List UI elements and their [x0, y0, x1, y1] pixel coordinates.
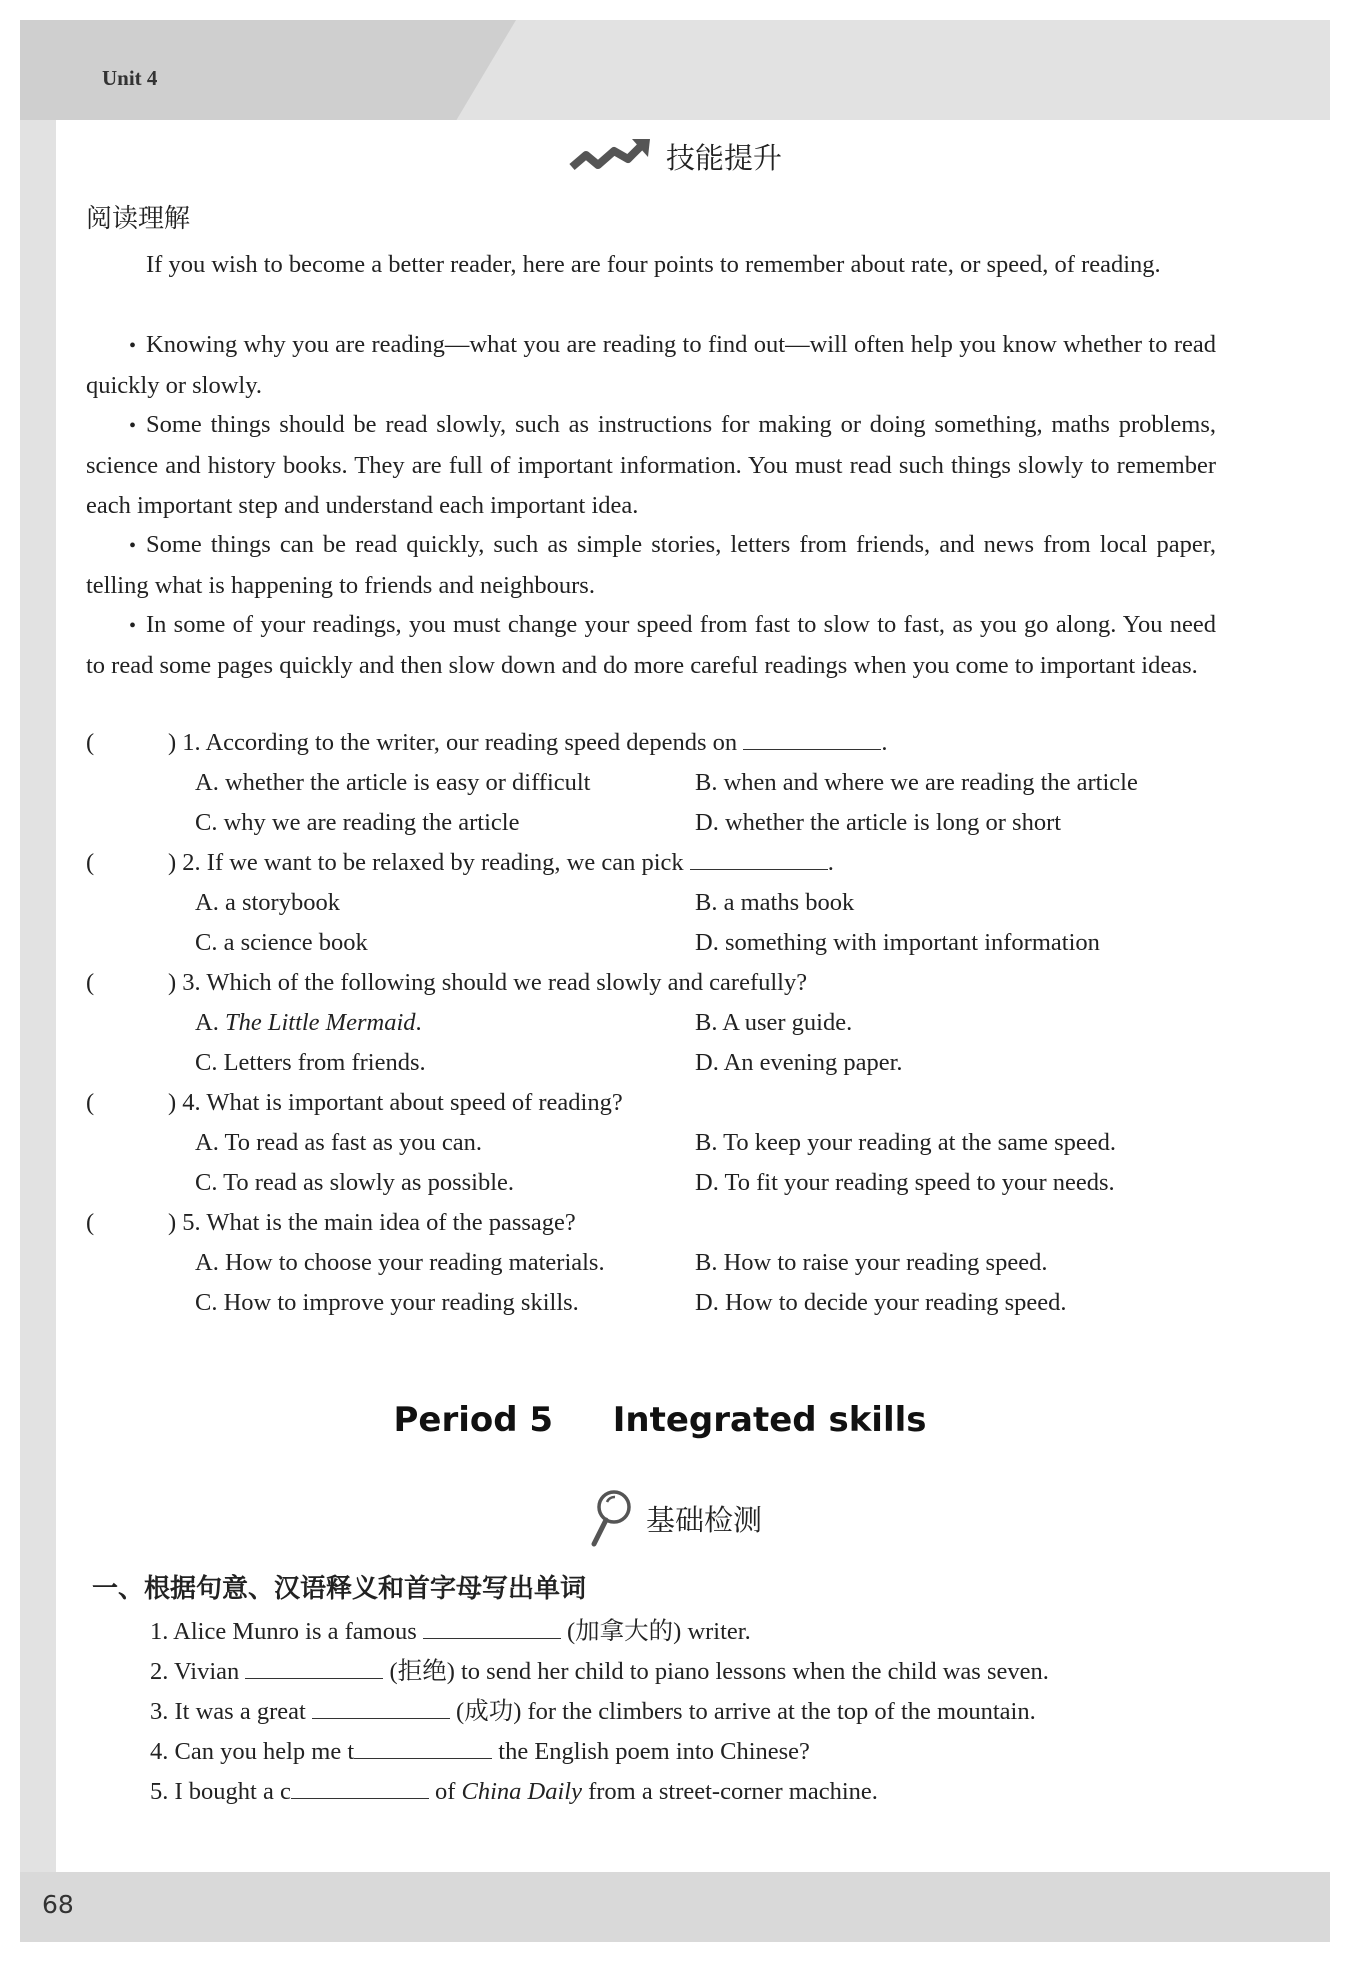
bullet-mark: •: [128, 335, 136, 357]
fill-item-1: [150, 1612, 751, 1652]
option-a: [195, 1003, 422, 1043]
answer-paren-close: ): [168, 1209, 177, 1236]
question-number: 1.: [182, 729, 201, 756]
answer-blank[interactable]: [423, 1612, 561, 1639]
option-d: D. whether the article is long or short: [695, 809, 1062, 836]
passage-text-4: Some things can be read quickly, such as simple stories, letters from friends, and news from local paper, telling what is happening to friends and neighbours.: [86, 531, 1216, 599]
option-d: D. To fit your reading speed to your needs.: [695, 1169, 1115, 1196]
option-c: C. a science book: [195, 929, 368, 956]
option-a-tail: .: [415, 1009, 422, 1036]
option-b: B. To keep your reading at the same speed.: [695, 1129, 1117, 1156]
unit-tab: [20, 20, 516, 120]
passage-text-2: Knowing why you are reading—what you are reading to find out—will often help you know whether to read quickly or slowly.: [86, 331, 1216, 399]
answer-paren-open: (: [86, 1089, 95, 1116]
fill-item-2: [150, 1652, 1049, 1692]
question-stem: What is important about speed of reading?: [206, 1089, 623, 1116]
option-b: B. when and where we are reading the article: [695, 769, 1138, 796]
option-b: B. How to raise your reading speed.: [695, 1249, 1048, 1276]
item-text: from a street-corner machine.: [588, 1778, 878, 1805]
item-text: 5. I bought a c: [150, 1778, 291, 1805]
question-stem: Which of the following should we read slowly and carefully?: [206, 969, 808, 996]
period-number: Period 5: [393, 1400, 554, 1440]
item-text: 1. Alice Munro is a famous: [150, 1618, 417, 1645]
rising-arrow-icon: [568, 137, 652, 177]
basic-section-title: 基础检测: [645, 1502, 762, 1537]
passage-paragraph-1: If you wish to become a better reader, here are four points to remember about rate, or speed, of reading.: [146, 251, 1161, 278]
answer-paren-close: ): [168, 969, 177, 996]
answer-blank[interactable]: [690, 843, 828, 870]
question-end-period: .: [827, 849, 834, 876]
bullet-mark: •: [128, 535, 136, 557]
item-text: (拒绝) to send her child to piano lessons when the child was seven.: [389, 1658, 1049, 1685]
skills-section-heading: [0, 136, 1350, 182]
answer-paren-open: (: [86, 729, 95, 756]
question-end-period: .: [881, 729, 888, 756]
option-a: A. whether the article is easy or difficult: [195, 769, 591, 796]
answer-paren-close: ): [168, 1089, 177, 1116]
task-title: 一、根据句意、汉语释义和首字母写出单词: [92, 1574, 587, 1604]
question-stem: If we want to be relaxed by reading, we can pick: [206, 849, 684, 876]
option-b: B. A user guide.: [695, 1009, 853, 1036]
period-name: Integrated skills: [612, 1400, 927, 1440]
period-title: [0, 1400, 1320, 1440]
answer-blank[interactable]: [743, 723, 881, 750]
item-text: of: [434, 1778, 456, 1805]
item-text: (加拿大的) writer.: [567, 1618, 751, 1645]
option-a: A. How to choose your reading materials.: [195, 1249, 605, 1276]
footer-band: [20, 1872, 1330, 1942]
option-letter: A.: [195, 1009, 219, 1036]
answer-paren-close: ): [168, 729, 177, 756]
skills-section-title: 技能提升: [665, 141, 782, 175]
option-c: C. How to improve your reading skills.: [195, 1289, 579, 1316]
option-a-book-title: The Little Mermaid: [224, 1009, 416, 1036]
item-text: 4. Can you help me t: [150, 1738, 355, 1765]
passage-paragraph-2: [86, 325, 1216, 406]
item-text: 3. It was a great: [150, 1698, 306, 1725]
question-3: [86, 963, 807, 1003]
answer-paren-open: (: [86, 1209, 95, 1236]
passage-text-5: In some of your readings, you must change your speed from fast to slow to fast, as you go along. You need to read some pages quickly and then slow down and do more careful readings when you come to important ideas.: [86, 611, 1216, 679]
option-a: A. a storybook: [195, 889, 340, 916]
option-d: D. How to decide your reading speed.: [695, 1289, 1067, 1316]
answer-blank[interactable]: [245, 1652, 383, 1679]
question-stem: What is the main idea of the passage?: [206, 1209, 576, 1236]
question-2: [86, 843, 834, 883]
option-c: C. why we are reading the article: [195, 809, 520, 836]
option-c: C. To read as slowly as possible.: [195, 1169, 515, 1196]
magnifier-icon: [588, 1488, 632, 1548]
option-a: A. To read as fast as you can.: [195, 1129, 482, 1156]
bullet-mark: •: [128, 415, 136, 437]
basic-section-heading: [0, 1488, 1350, 1553]
passage-text-3: Some things should be read slowly, such as instructions for making or doing something, maths problems, science and history books. They are full of important information. You must read such things slowly to remember each important step and understand each important idea.: [86, 411, 1216, 519]
answer-blank[interactable]: [291, 1772, 429, 1799]
question-1: [86, 723, 887, 763]
question-4: [86, 1083, 623, 1123]
newspaper-title: China Daily: [461, 1778, 582, 1805]
answer-blank[interactable]: [354, 1732, 492, 1759]
fill-item-4: [150, 1732, 810, 1772]
passage-paragraph-4: [86, 525, 1216, 606]
answer-paren-close: ): [168, 849, 177, 876]
unit-label: Unit 4: [102, 66, 158, 90]
item-text: (成功) for the climbers to arrive at the top of the mountain.: [456, 1698, 1036, 1725]
fill-item-5: [150, 1772, 878, 1812]
question-5: [86, 1203, 576, 1243]
passage-paragraph-3: [86, 405, 1216, 526]
answer-paren-open: (: [86, 969, 95, 996]
answer-blank[interactable]: [312, 1692, 450, 1719]
item-text: 2. Vivian: [150, 1658, 240, 1685]
question-number: 4.: [182, 1089, 201, 1116]
option-d: D. something with important information: [695, 929, 1100, 956]
item-text: the English poem into Chinese?: [498, 1738, 810, 1765]
question-stem: According to the writer, our reading speed depends on: [205, 729, 738, 756]
reading-subsection-title: 阅读理解: [86, 204, 191, 234]
option-d: D. An evening paper.: [695, 1049, 903, 1076]
option-c: C. Letters from friends.: [195, 1049, 426, 1076]
option-b: B. a maths book: [695, 889, 855, 916]
question-number: 2.: [182, 849, 201, 876]
question-number: 5.: [182, 1209, 201, 1236]
question-number: 3.: [182, 969, 201, 996]
fill-item-3: [150, 1692, 1036, 1732]
page-number: 68: [42, 1890, 74, 1919]
answer-paren-open: (: [86, 849, 95, 876]
passage-paragraph-5: [86, 605, 1216, 686]
bullet-mark: •: [128, 615, 136, 637]
